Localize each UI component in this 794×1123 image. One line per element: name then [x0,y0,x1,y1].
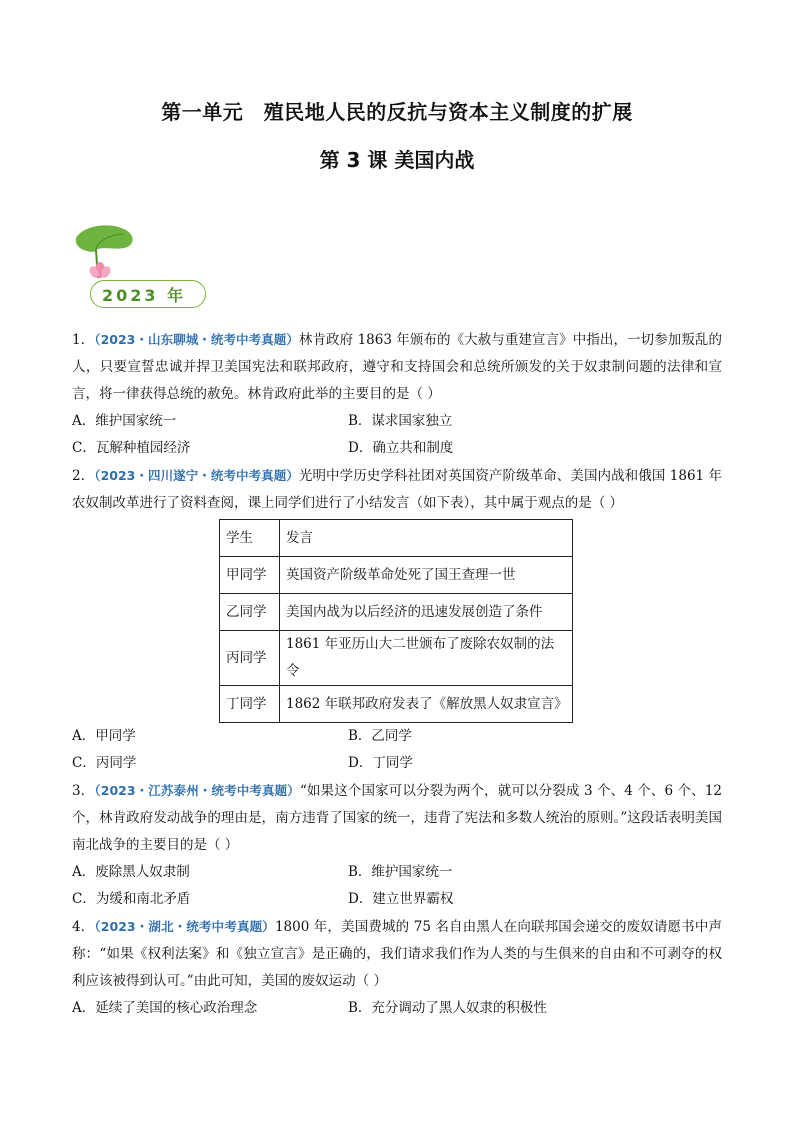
speech-table [219,519,573,723]
table-row [220,686,573,723]
question-number: 3． [72,783,95,799]
option-c[interactable]: C．为缓和南北矛盾 [72,891,191,907]
table-row [220,557,573,594]
option-d[interactable]: D．确立共和制度 [348,440,454,456]
question-number: 2． [72,468,95,484]
question-list [72,326,722,1022]
table-cell: 1862 年联邦政府发表了《解放黑人奴隶宣言》 [280,686,573,723]
table-header-cell: 发言 [280,520,573,557]
question-2 [72,462,722,777]
table-cell: 1861 年亚历山大二世颁布了废除农奴制的法令 [280,631,573,686]
option-b[interactable]: B．充分调动了黑人奴隶的积极性 [348,1000,547,1016]
option-row [72,750,722,777]
option-d[interactable]: D．建立世界霸权 [348,891,454,907]
table-cell: 丁同学 [220,686,280,723]
option-row [72,435,722,462]
question-stem [72,326,722,408]
table-cell: 丙同学 [220,631,280,686]
table-header-cell: 学生 [220,520,280,557]
option-a[interactable]: A．延续了美国的核心政治理念 [72,1000,258,1016]
option-b[interactable]: B．乙同学 [348,728,412,744]
question-source: （2023・江苏泰州・统考中考真题） [94,783,300,798]
lesson-title: 第 3 课 美国内战 [319,148,475,172]
table-cell: 美国内战为以后经济的迅速发展创造了条件 [280,594,573,631]
question-text: 林肯政府 1863 年颁布的《大赦与重建宣言》中指出，一切参加叛乱的人，只要宣誓忠诚并捍卫美国宪法和联邦政府，遵守和支持国会和总统所颁发的关于奴隶制问题的法律和宣言，将一律获得总统的赦免。林肯政府此举的主要目的是（ ） [72,332,722,402]
question-source: （2023・湖北・统考中考真题） [94,919,275,934]
question-number: 1． [72,332,95,348]
option-row [72,723,722,750]
question-text: 1800 年，美国费城的 75 名自由黑人在向联邦国会递交的废奴请愿书中声称：“如果《权利法案》和《独立宣言》是正确的，我们请求我们作为人类的与生俱来的自由和不可剥夺的权利应该被得到认可。”由此可知，美国的废奴运动（ ） [72,919,722,989]
question-4 [72,913,722,1022]
table-cell: 英国资产阶级革命处死了国王查理一世 [280,557,573,594]
option-row [72,886,722,913]
table-row [220,631,573,686]
option-b[interactable]: B．维护国家统一 [348,864,453,880]
table-row [220,594,573,631]
question-stem [72,462,722,517]
question-text: “如果这个国家可以分裂为两个，就可以分裂成 3 个、4 个、6 个、12 个，林肯政府发动战争的理由是，南方违背了国家的统一，违背了宪法和多数人统治的原则。”这段话表明美国南北战争的主要目的是（ ） [72,783,722,853]
year-label: 2023 年 [102,286,187,305]
question-3 [72,777,722,913]
option-row [72,995,722,1022]
question-source: （2023・四川遂宁・统考中考真题） [94,468,299,483]
table-header-row [220,520,573,557]
option-d[interactable]: D．丁同学 [348,755,413,771]
table-cell: 甲同学 [220,557,280,594]
option-a[interactable]: A．维护国家统一 [72,413,177,429]
table-cell: 乙同学 [220,594,280,631]
option-c[interactable]: C．瓦解种植园经济 [72,440,191,456]
option-row [72,408,722,435]
option-a[interactable]: A．废除黑人奴隶制 [72,864,190,880]
unit-title: 第一单元 殖民地人民的反抗与资本主义制度的扩展 [161,100,633,124]
option-a[interactable]: A．甲同学 [72,728,136,744]
option-b[interactable]: B．谋求国家独立 [348,413,453,429]
question-source: （2023・山东聊城・统考中考真题） [94,332,299,347]
question-1 [72,326,722,462]
option-c[interactable]: C．丙同学 [72,755,137,771]
option-row [72,859,722,886]
lotus-flower-icon [88,262,112,279]
question-text: 光明中学历史学科社团对英国资产阶级革命、美国内战和俄国 1861 年农奴制改革进行了资料查阅，课上同学们进行了小结发言（如下表），其中属于观点的是（ ） [72,468,722,511]
question-stem [72,913,722,995]
question-stem [72,777,722,859]
question-number: 4． [72,919,95,935]
